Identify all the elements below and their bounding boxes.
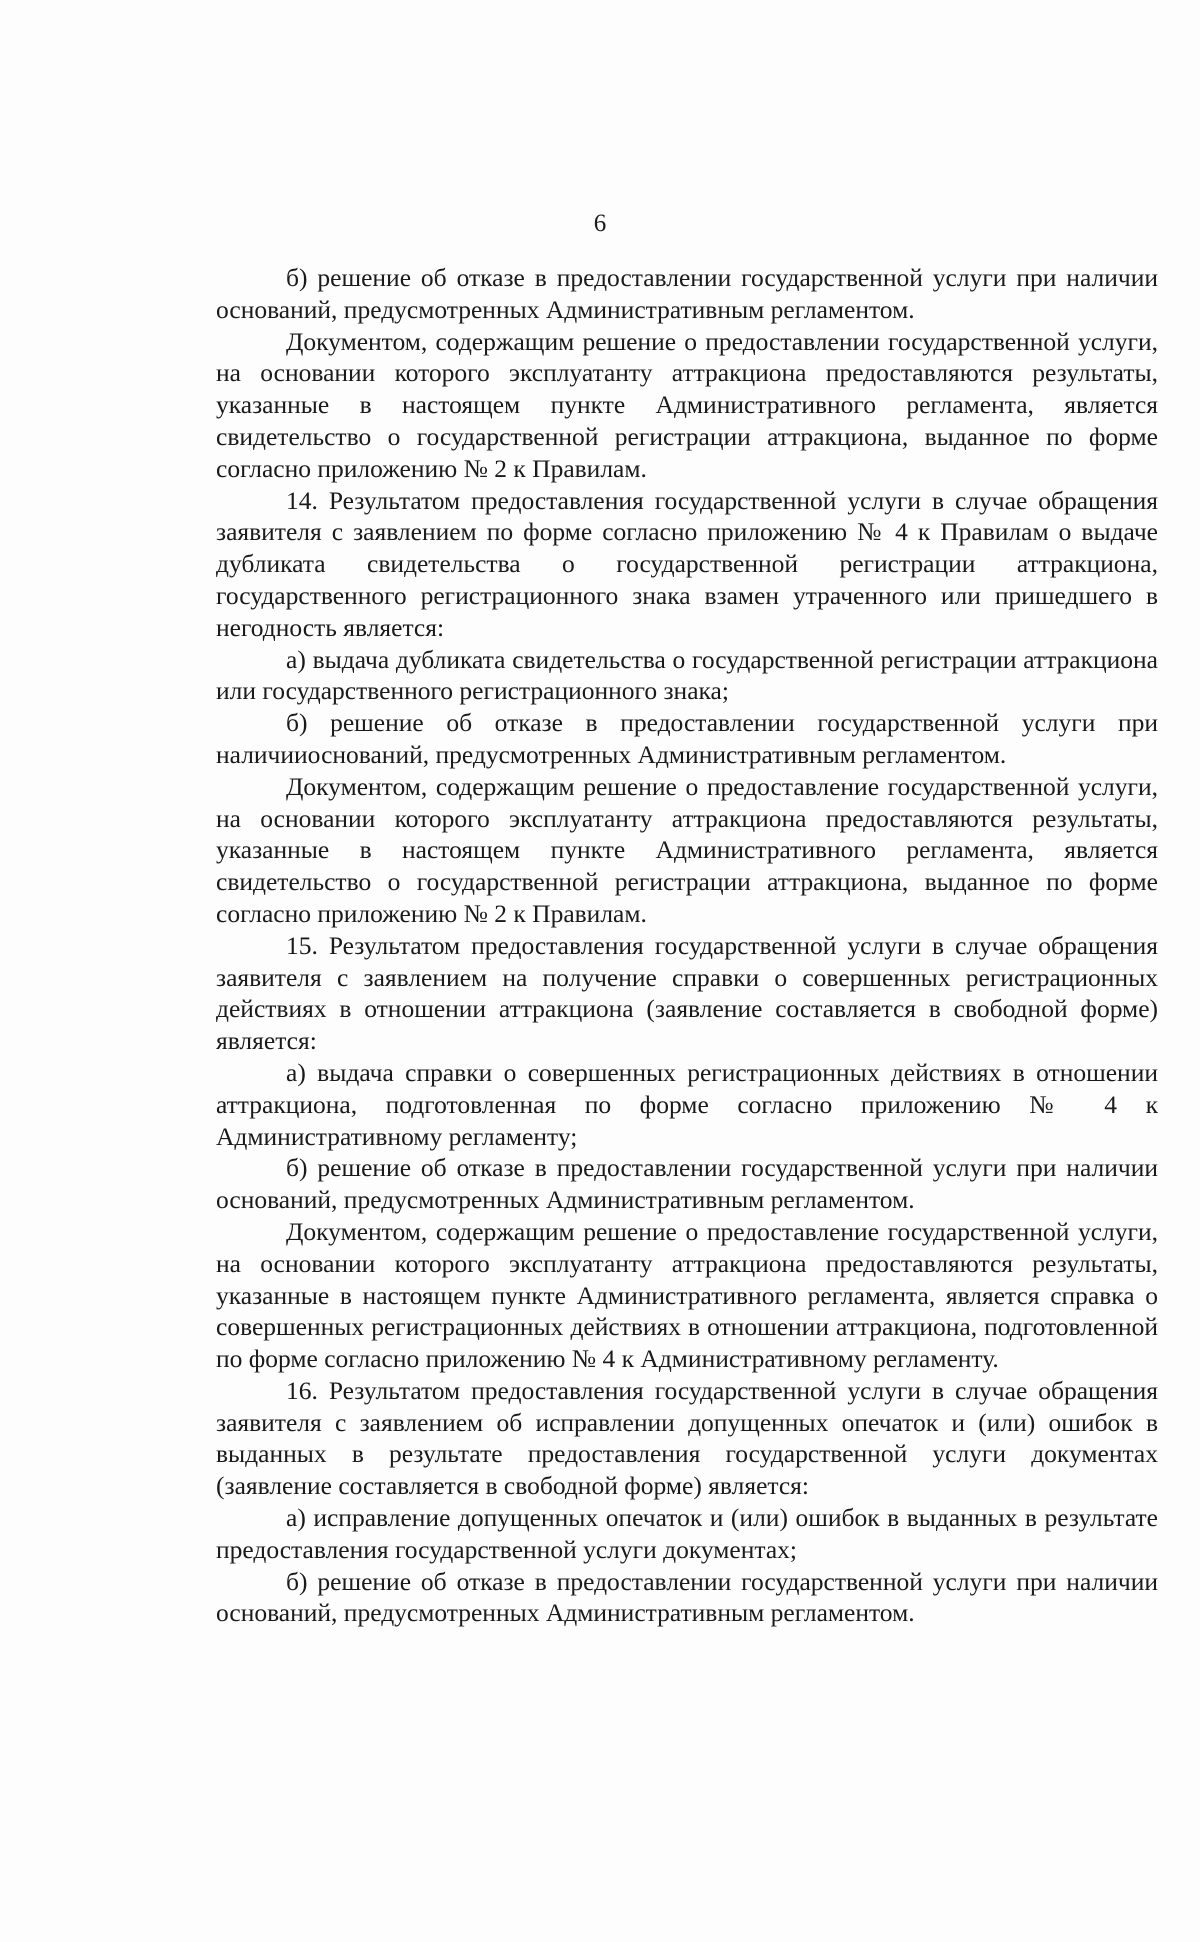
paragraph-15a: а) выдача справки о совершенных регистрационных действиях в отношении аттракциона, подготовленная по форме согласно приложению № 4 к Административному регламенту; bbox=[216, 1057, 1158, 1151]
paragraph-16: 16. Результатом предоставления государственной услуги в случае обращения заявителя с заявлением об исправлении допущенных опечаток и (или) ошибок в выданных в результате предоставления государственной услуги документах (заявление составляется в свободной форме) является: bbox=[216, 1375, 1158, 1501]
paragraph-16a: а) исправление допущенных опечаток и (или) ошибок в выданных в результате предоставления государственной услуги документах; bbox=[216, 1503, 1158, 1564]
paragraph-15: 15. Результатом предоставления государственной услуги в случае обращения заявителя с заявлением на получение справки о совершенных регистрационных действиях в отношении аттракциона (заявление составляется в свободной форме) является: bbox=[216, 930, 1158, 1056]
page-number: 6 bbox=[593, 210, 607, 237]
paragraph-15b: б) решение об отказе в предоставлении государственной услуги при наличии оснований, предусмотренных Административным регламентом. bbox=[216, 1153, 1158, 1215]
paragraph-14: 14. Результатом предоставления государственной услуги в случае обращения заявителя с заявлением по форме согласно приложению № 4 к Правилам о выдаче дубликата свидетельства о государственной регистрации аттракциона, государственного регистрационного знака взамен утраченного или пришедшего в негодность является: bbox=[216, 485, 1158, 642]
paragraph-13b-refusal: б) решение об отказе в предоставлении государственной услуги при наличии оснований, предусмотренных Административным регламентом. bbox=[216, 263, 1158, 324]
paragraph-14-document: Документом, содержащим решение о предоставление государственной услуги, на основании которого эксплуатанту аттракциона предоставляются результаты, указанные в настоящем пункте Административного регламента, является свидетельство о государственной регистрации аттракциона, выданное по форме согласно приложению № 2 к Правилам. bbox=[216, 771, 1158, 928]
paragraph-14b: б) решение об отказе в предоставлении государственной услуги при наличииоснований, предусмотренных Административным регламентом. bbox=[216, 708, 1158, 769]
paragraph-16b: б) решение об отказе в предоставлении государственной услуги при наличии оснований, предусмотренных Административным регламентом. bbox=[216, 1566, 1158, 1628]
document-body bbox=[216, 262, 1158, 1629]
paragraph-14a: а) выдача дубликата свидетельства о государственной регистрации аттракциона или государственного регистрационного знака; bbox=[216, 644, 1158, 706]
paragraph-15-document: Документом, содержащим решение о предоставление государственной услуги, на основании которого эксплуатанту аттракциона предоставляются результаты, указанные в настоящем пункте Административного регламента, является справка о совершенных регистрационных действиях в отношении аттракциона, подготовленной по форме согласно приложению № 4 к Административному регламенту. bbox=[216, 1216, 1158, 1374]
paragraph-13-document: Документом, содержащим решение о предоставлении государственной услуги, на основании которого эксплуатанту аттракциона предоставляются результаты, указанные в настоящем пункте Административного регламента, является свидетельство о государственной регистрации аттракциона, выданное по форме согласно приложению № 2 к Правилам. bbox=[216, 326, 1158, 483]
